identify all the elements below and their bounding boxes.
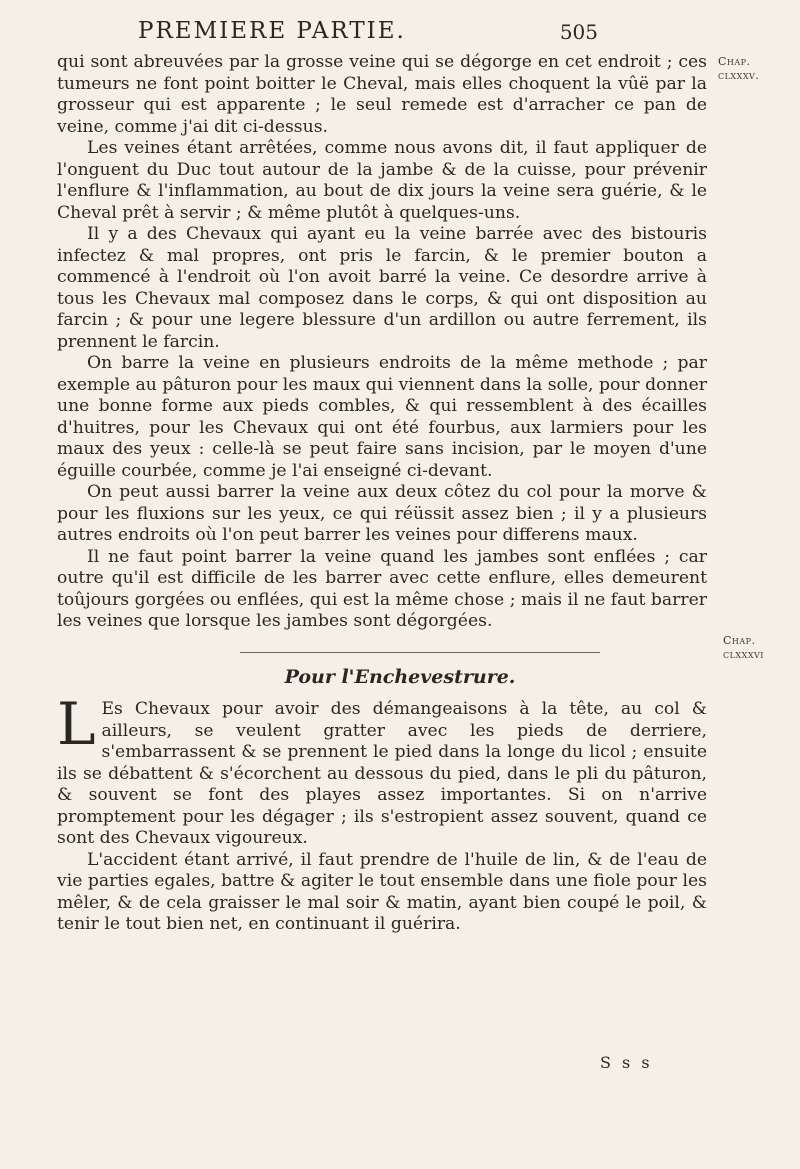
paragraph [57,690,707,850]
margin-note-chapter-186 [723,634,764,662]
paragraph: Il y a des Chevaux qui ayant eu la veine barrée avec des bistouris infectez & mal propres, ont pris le farcin, & le premier bouton a commencé à l'endroit où l'on avoit barré la veine. Ce desordre arrive à tous les Chevaux mal composez dans le corps, & qui ont disposition au farcin ; & pour une legere blessure d'un ardillon ou autre ferrement, ils prennent le farcin. [57,224,707,352]
margin-note-number: clxxxvi [723,648,764,661]
page-number: 505 [559,20,598,44]
margin-note-label: Chap. [718,55,751,68]
paragraph-text: Es Chevaux pour avoir des démangeaisons à la tête, au col & ailleurs, se veulent gratter avec les pieds de derriere, s'embarrassent & se prennent le pied dans la longe du licol ; ensuite ils se débattent & s'écorchent au dessous du pied, dans le pli du pâturon, & souvent se font des playes assez importantes. Si on n'arrive promptement pour les dégager ; ils s'estropient assez souvent, quand ce sont des Chevaux vigoureux. [57,699,707,848]
paragraph: L'accident étant arrivé, il faut prendre de l'huile de lin, & de l'eau de vie parties egales, battre & agiter le tout ensemble dans une fiole pour les mêler, & de cela graisser le mal soir & matin, ayant bien coupé le poil, & tenir le tout bien net, en continuant il guérira. [57,849,707,934]
margin-note-chapter-185 [718,55,759,83]
paragraph: On peut aussi barrer la veine aux deux côtez du col pour la morve & pour les fluxions sur les yeux, ce qui réüssit assez bien ; il y a plusieurs autres endroits où l'on peut barrer les veines pour differens maux. [57,482,707,545]
running-title: PREMIERE PARTIE. [138,18,406,44]
signature-mark: S s s [600,1053,653,1072]
margin-note-number: clxxxv. [718,69,760,82]
text-block-top [57,52,707,633]
section-divider [240,652,600,653]
paragraph: Il ne faut point barrer la veine quand les jambes sont enflées ; car outre qu'il est difficile de les barrer avec cette enflure, elles demeurent toûjours gorgées ou enflées, qui est la même chose ; mais il ne faut barrer les veines que lorsque les jambes sont dégorgées. [57,546,707,631]
paragraph: On barre la veine en plusieurs endroits de la même methode ; par exemple au pâturon pour les maux qui viennent dans la solle, pour donner une bonne forme aux pieds combles, & qui ressemblent à des écailles d'huitres, pour les Chevaux qui ont été fourbus, aux larmiers pour les maux des yeux : celle-là se peut faire sans incision, par le moyen d'une éguille courbée, comme je l'ai enseigné ci-devant. [57,353,707,481]
paragraph: qui sont abreuvées par la grosse veine qui se dégorge en cet endroit ; ces tumeurs ne font point boitter le Cheval, mais elles choquent la vûë par la grosseur qui est apparente ; le seul remede est d'arracher ce pan de veine, comme j'ai dit ci-dessus. [57,52,707,137]
text-block-bottom [57,690,707,936]
paragraph: Les veines étant arrêtées, comme nous avons dit, il faut appliquer de l'onguent du Duc tout autour de la jambe & de la cuisse, pour prévenir l'enflure & l'inflammation, au bout de dix jours la veine sera guérie, & le Cheval prêt à servir ; & même plutôt à quelques-uns. [57,138,707,223]
margin-note-label: Chap. [723,634,756,647]
section-heading: Pour l'Enchevestrure. [284,666,516,688]
drop-cap: L [57,690,96,758]
